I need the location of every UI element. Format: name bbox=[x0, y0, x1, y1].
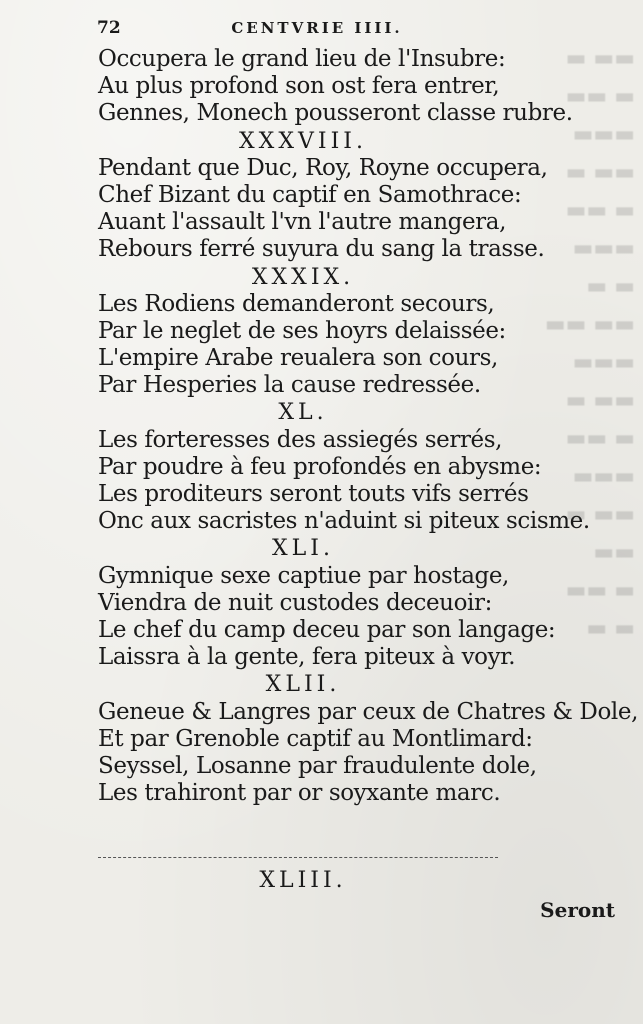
verse-line: L'empire Arabe reualera son cours, bbox=[98, 345, 498, 372]
verse-line: Auant l'assault l'vn l'autre mangera, bbox=[98, 209, 506, 236]
quatrain-numeral: XLI. bbox=[272, 536, 334, 562]
verse-line: Et par Grenoble captif au Montlimard: bbox=[98, 725, 533, 752]
verse-line: Gymnique sexe captiue par hostage, bbox=[98, 562, 509, 589]
verse-line: Geneue & Langres par ceux de Chatres & Dole, bbox=[98, 698, 638, 725]
page-header bbox=[97, 18, 497, 48]
verse-line: Par poudre à feu profondés en abysme: bbox=[98, 453, 542, 480]
verse-line: Seyssel, Losanne par fraudulente dole, bbox=[98, 752, 537, 779]
verse-line: Les trahiront par or soyxante marc. bbox=[98, 780, 501, 807]
verse-line: Chef Bizant du captif en Samothrace: bbox=[98, 181, 522, 208]
verse-line: Au plus profond son ost fera entrer, bbox=[98, 73, 500, 100]
verse-line: Le chef du camp deceu par son langage: bbox=[98, 616, 556, 643]
quatrain-numeral: XL. bbox=[278, 400, 328, 426]
verse-line: Les proditeurs seront touts vifs serrés bbox=[98, 481, 529, 507]
quatrain-numeral: XXXVIII. bbox=[239, 128, 367, 154]
verse-line: Occupera le grand lieu de l'Insubre: bbox=[98, 46, 506, 72]
verse-line: Les Rodiens demanderont secours, bbox=[98, 290, 495, 317]
catchword: Seront bbox=[540, 898, 615, 922]
page-rule bbox=[98, 857, 498, 858]
verse-line: Onc aux sacristes n'aduint si piteux scisme. bbox=[98, 508, 590, 535]
quatrain-numeral: XLII. bbox=[265, 672, 341, 698]
verse-line: Laissra à la gente, fera piteux à voyr. bbox=[98, 644, 516, 671]
verse-line: Pendant que Duc, Roy, Royne occupera, bbox=[98, 154, 548, 181]
page-number: 72 bbox=[97, 18, 121, 38]
quatrains-text bbox=[98, 46, 638, 807]
verse-line: Viendra de nuit custodes deceuoir: bbox=[98, 589, 492, 616]
verse-line: Les forteresses des assiegés serrés, bbox=[98, 426, 503, 453]
show-through-bleed: ▬ ▬▬ ▬▬ ▬ ▬▬▬ ▬ ▬▬ ▬▬ ▬ ▬▬▬ ▬ ▬ ▬▬ ▬▬ ▬▬▬ ▬ ▬▬ ▬▬ ▬ ▬▬▬ ▬ ▬▬ ▬▬ ▬▬ ▬ ▬ ▬ bbox=[544, 46, 635, 641]
quatrain-numeral: XXXIX. bbox=[251, 264, 355, 290]
running-head: CENTVRIE IIII. bbox=[231, 19, 403, 37]
next-quatrain-numeral: XLIII. bbox=[259, 868, 347, 893]
verse-line: Par le neglet de ses hoyrs delaissée: bbox=[98, 317, 506, 344]
verse-line: Rebours ferré suyura du sang la trasse. bbox=[98, 236, 545, 263]
verse-line: Gennes, Monech pousseront classe rubre. bbox=[98, 100, 573, 127]
verse-line: Par Hesperies la cause redressée. bbox=[98, 372, 481, 399]
